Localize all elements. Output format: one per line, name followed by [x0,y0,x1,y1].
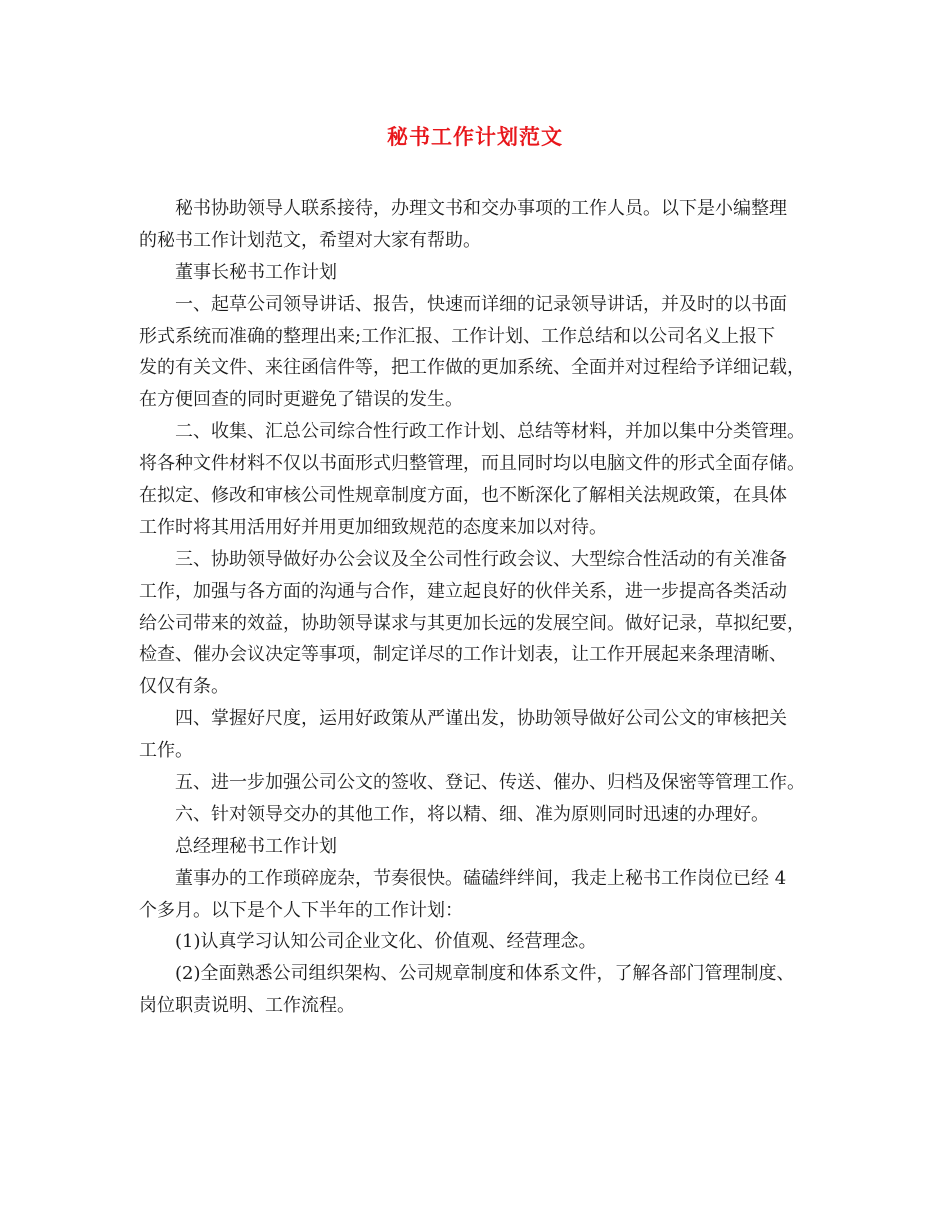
text-line: 六、针对领导交办的其他工作，将以精、细、准为原则同时迅速的办理好。 [175,803,769,825]
text-line: 发的有关文件、来往函信件等，把工作做的更加系统、全面并对过程给予详细记载， [139,357,805,379]
text-line: 总经理秘书工作计划 [175,835,337,857]
text-line: 一、起草公司领导讲话、报告，快速而详细的记录领导讲话，并及时的以书面 [175,293,787,315]
text-line: 将各种文件材料不仅以书面形式归整管理，而且同时均以电脑文件的形式全面存储。 [139,453,805,475]
text-line: 董事长秘书工作计划 [175,261,337,283]
text-line: 二、收集、汇总公司综合性行政工作计划、总结等材料，并加以集中分类管理。 [175,421,805,443]
text-line: 给公司带来的效益，协助领导谋求与其更加长远的发展空间。做好记录，草拟纪要， [139,612,805,634]
text-line: 检查、催办会议决定等事项，制定详尽的工作计划表，让工作开展起来条理清晰、 [139,644,787,666]
text-line: 四、掌握好尺度，运用好政策从严谨出发，协助领导做好公司公文的审核把关 [175,708,787,730]
text-line: (1)认真学习认知公司企业文化、价值观、经营理念。 [175,931,597,953]
text-line: 在方便回查的同时更避免了错误的发生。 [139,389,463,411]
text-line: 董事办的工作琐碎庞杂，节奏很快。磕磕绊绊间，我走上秘书工作岗位已经 4 [175,867,787,889]
text-line: 三、协助领导做好办公会议及全公司性行政会议、大型综合性活动的有关准备 [175,548,787,570]
text-line: 五、进一步加强公司公文的签收、登记、传送、催办、归档及保密等管理工作。 [175,772,805,794]
text-line: 的秘书工作计划范文，希望对大家有帮助。 [139,229,481,251]
text-line: 工作，加强与各方面的沟通与合作，建立起良好的伙伴关系，进一步提高各类活动 [139,580,787,602]
text-line: 仅仅有条。 [139,676,229,698]
text-line: 形式系统而准确的整理出来;工作汇报、工作计划、工作总结和以公司名义上报下 [139,325,776,347]
document-title: 秘书工作计划范文 [387,124,563,149]
text-line: 个多月。以下是个人下半年的工作计划： [139,899,463,921]
document-body [139,193,829,1022]
text-line: 秘书协助领导人联系接待，办理文书和交办事项的工作人员。以下是小编整理 [175,198,787,219]
text-line: 工作。 [139,740,193,762]
text-line: (2)全面熟悉公司组织架构、公司规章制度和体系文件，了解各部门管理制度、 [175,963,795,985]
text-line: 工作时将其用活用好并用更加细致规范的态度来加以对待。 [139,516,607,538]
text-line: 岗位职责说明、工作流程。 [139,995,355,1017]
text-line: 在拟定、修改和审核公司性规章制度方面，也不断深化了解相关法规政策，在具体 [139,485,787,507]
